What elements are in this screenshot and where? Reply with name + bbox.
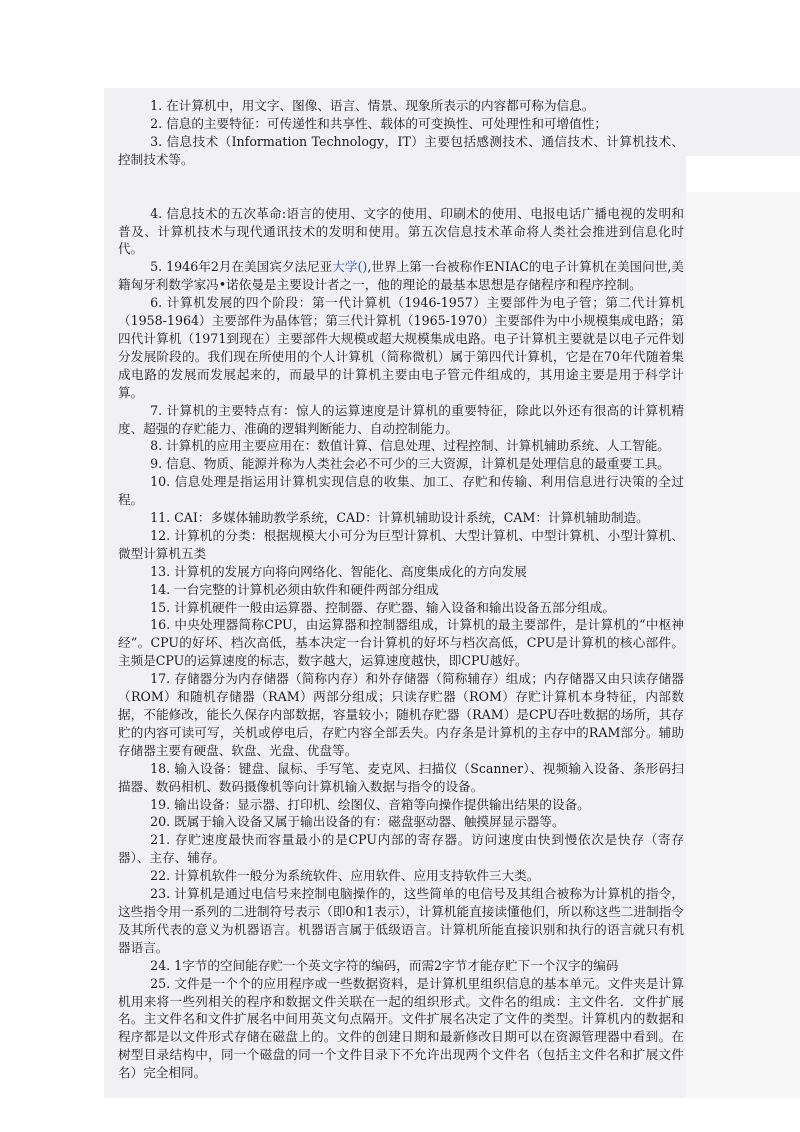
paragraph-9: 9. 信息、物质、能源并称为人类社会必不可少的三大资源，计算机是处理信息的最重要工具。 (150, 456, 670, 472)
paragraph-18: 18. 输入设备：键盘、鼠标、手写笔、麦克风、扫描仪（Scanner）、视频输入设备、条形码扫描器、数码相机、数码摄像机等向计算机输入数据与指令的设备。 (118, 760, 684, 794)
paragraph-3: 3. 信息技术（Information Technology，IT）主要包括感测技术、通信技术、计算机技术、控制技术等。 (118, 133, 684, 167)
spacer (118, 169, 684, 205)
side-background-lower (686, 192, 800, 1098)
university-link[interactable]: 大学() (332, 259, 368, 275)
paragraph-5-end: ,世界上第一台被称作ENIAC的电子计算机在美国问世,美籍匈牙利数学家冯•诺依曼是主要设计者之一，他的理论的最基本思想是存储程序和程序控制。 (118, 259, 684, 293)
paragraph-4: 4. 信息技术的五次革命:语言的使用、文字的使用、印刷术的使用、电报电话广播电视的发明和普及、计算机技术与现代通讯技术的发明和使用。第五次信息技术革命将人类社会推进到信息化时代。 (118, 205, 684, 257)
paragraph-17: 17. 存储器分为内存储器（简称内存）和外存储器（简称辅存）组成；内存储器又由只读存储器（ROM）和随机存储器（RAM）两部分组成；只读存贮器（ROM）存贮计算机本身特征，内部数据，不能修改，能长久保存内部数据，容量较小；随机存贮器（RAM）是CPU吞吐数据的场所，其存贮的内容可读可写，关机或停电后，存贮内容全部丢失。内存条是计算机的主存中的RAM部分。辅助存储器主要有硬盘、软盘、光盘、优盘等。 (118, 671, 684, 758)
side-background (686, 88, 800, 156)
paragraph-15: 15. 计算机硬件一般由运算器、控制器、存贮器、输入设备和输出设备五部分组成。 (150, 599, 615, 615)
paragraph-24: 24. 1字节的空间能存贮一个英文字符的编码，而需2字节才能存贮下一个汉字的编码 (150, 957, 619, 973)
paragraph-6: 6. 计算机发展的四个阶段：第一代计算机（1946-1957）主要部件为电子管；第二代计算机（1958-1964）主要部件为晶体管；第三代计算机（1965-1970）主要部件为中小规模集成电路；第四代计算机（1971到现在）主要部件大规模或超大规模集成电路。电子计算机主要就是以电子元件划分发展阶段的。我们现在所使用的个人计算机（简称微机）属于第四代计算机，它是在70年代随着集成电路的发展而发展起来的，而最早的计算机主要由电子管元件组成的，其用途主要是用于科学计算。 (118, 295, 684, 400)
paragraph-2: 2. 信息的主要特征：可传递性和共享性、载体的可变换性、可处理性和可增值性； (150, 115, 607, 131)
paragraph-7: 7. 计算机的主要特点有：惊人的运算速度是计算机的重要特征，除此以外还有很高的计算机精度、超强的存贮能力、准确的逻辑判断能力、自动控制能力。 (118, 402, 684, 436)
paragraph-8: 8. 计算机的应用主要应用在：数值计算、信息处理、过程控制、计算机辅助系统、人工智能。 (150, 438, 670, 454)
paragraph-19: 19. 输出设备：显示器、打印机、绘图仪、音箱等向操作提供输出结果的设备。 (150, 796, 590, 812)
paragraph-20: 20. 既属于输入设备又属于输出设备的有：磁盘驱动器、触摸屏显示器等。 (150, 814, 565, 830)
paragraph-11: 11. CAI：多媒体辅助教学系统，CAD：计算机辅助设计系统，CAM：计算机辅助制造。 (150, 510, 649, 526)
paragraph-21: 21. 存贮速度最快而容量最小的是CPU内部的寄存器。访问速度由快到慢依次是快存（寄存器）、主存、辅存。 (118, 832, 684, 866)
paragraph-12: 12. 计算机的分类：根据规模大小可分为巨型计算机、大型计算机、中型计算机、小型计算机、微型计算机五类 (118, 527, 684, 561)
paragraph-5 (118, 258, 684, 294)
paragraph-25: 25. 文件是一个个的应用程序或一些数据资料，是计算机里组织信息的基本单元。文件夹是计算机用来将一些列相关的程序和数据文件关联在一起的组织形式。文件名的组成：主文件名．文件扩展名。主文件名和文件扩展名中间用英文句点隔开。文件扩展名决定了文件的类型。计算机内的数据和程序都是以文件形式存储在磁盘上的。文件的创建日期和最新修改日期可以在资源管理器中看到。在树型目录结构中，同一个磁盘的同一个文件目录下不允许出现两个文件名（包括主文件名和扩展文件名）完全相同。 (118, 975, 684, 1081)
paragraph-16: 16. 中央处理器简称CPU，由运算器和控制器组成，计算机的最主要部件，是计算机的“中枢神经”。CPU的好坏、档次高低，基本决定一台计算机的好坏与档次高低，CPU是计算机的核心部件。主频是CPU的运算速度的标志，数字越大，运算速度越快，即CPU越好。 (118, 617, 684, 669)
paragraph-13: 13. 计算机的发展方向将向网络化、智能化、高度集成化的方向发展 (150, 563, 527, 579)
paragraph-10: 10. 信息处理是指运用计算机实现信息的收集、加工、存贮和传输、利用信息进行决策的全过程。 (118, 474, 684, 508)
document-body (118, 97, 684, 1082)
paragraph-14: 14. 一台完整的计算机必须由软件和硬件两部分组成 (150, 581, 439, 597)
paragraph-23: 23. 计算机是通过电信号来控制电脑操作的，这些简单的电信号及其组合被称为计算机的指令，这些指令用一系列的二进制符号表示（即0和1表示），计算机能直接读懂他们，所以称这些二进制指令及其所代表的意义为机器语言。机器语言属于低级语言。计算机所能直接识别和执行的语言就只有机器语言。 (118, 886, 684, 955)
paragraph-1: 1. 在计算机中，用文字、图像、语言、情景、现象所表示的内容都可称为信息。 (150, 98, 595, 113)
paragraph-5-start: 5. 1946年2月在美国宾夕法尼亚 (150, 259, 333, 275)
paragraph-22: 22. 计算机软件一般分为系统软件、应用软件、应用支持软件三大类。 (150, 868, 540, 884)
